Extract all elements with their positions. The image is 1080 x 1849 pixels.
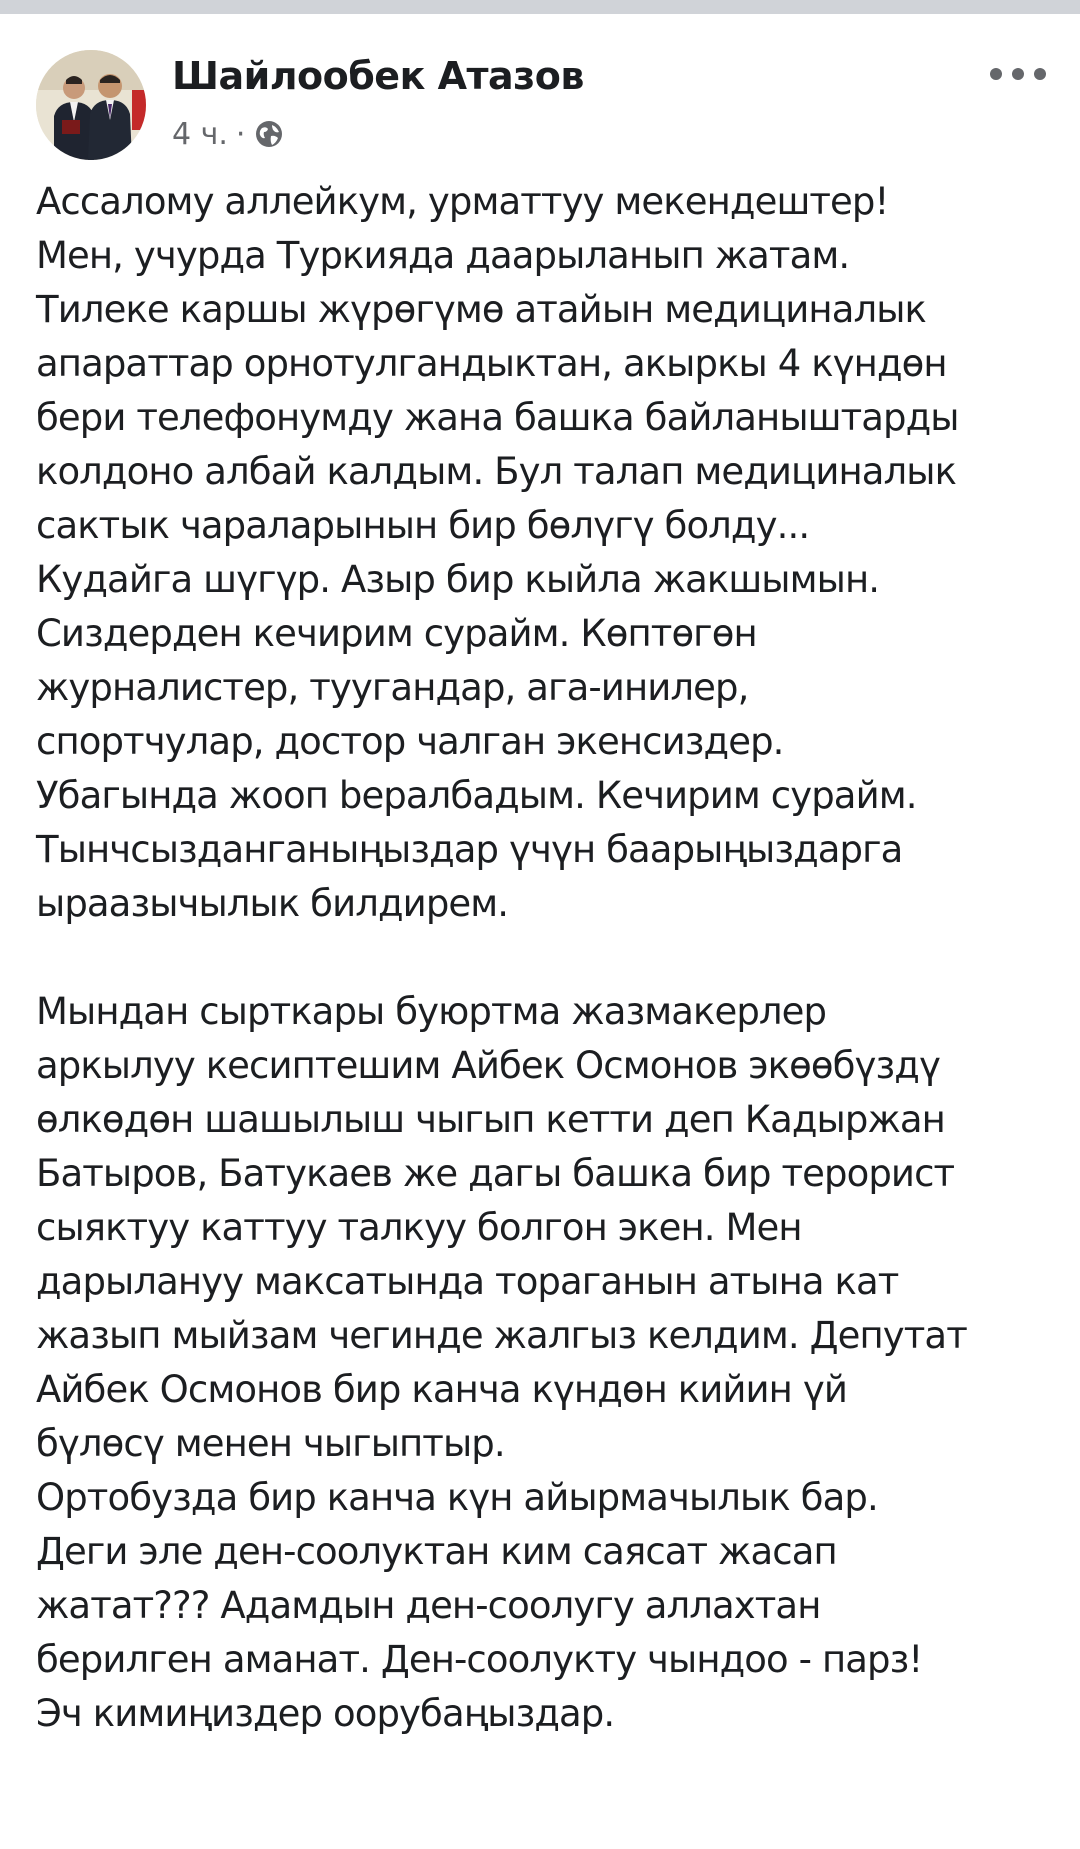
post-line: бери телефонумду жана башка байланыштарды (36, 396, 959, 439)
post-line: Сиздерден кечирим сурайм. Көптөгөн (36, 612, 757, 655)
post-line: журналистер, туугандар, ага-инилер, (36, 666, 749, 709)
post-line: Мындан сырткары буюртма жазмакерлер (36, 990, 827, 1033)
post-line: Батыров, Батукаев же дагы башка бир терорист (36, 1152, 955, 1195)
post-line: Тилеке каршы жүрөгүмө атайын медициналык (36, 288, 926, 331)
post-line: жатат??? Адамдын ден-соолугу аллахтан (36, 1584, 821, 1627)
post-body (36, 175, 1046, 1741)
post-line: Ортобузда бир канча күн айырмачылык бар. (36, 1476, 878, 1519)
post-line: Убагында жооп beралбадым. Кечирим сурайм. (36, 774, 917, 817)
meta-separator: · (235, 116, 246, 152)
post-line: дарылануу максатында тораганын атына кат (36, 1260, 899, 1303)
post-line: апараттар орнотулгандыктан, акыркы 4 күндөн (36, 342, 947, 385)
post-line: жазып мыйзам чегинде жалгыз келдим. Депутат (36, 1314, 967, 1357)
post-line: Айбек Осмонов бир канча күндөн кийин үй (36, 1368, 847, 1411)
post-line: Мен, учурда Туркияда даарыланып жатам. (36, 234, 850, 277)
post-line: бүлөсү менен чыгыптыр. (36, 1422, 505, 1465)
post-paragraph-1 (36, 175, 1046, 931)
post-header (36, 50, 1046, 160)
globe-icon (253, 118, 285, 150)
post-paragraph-2 (36, 985, 1046, 1741)
post-line: Кудайга шүгүр. Азыр бир кыйла жакшымын. (36, 558, 880, 601)
post-line: берилген аманат. Ден-соолукту чындоо - парз! (36, 1638, 923, 1681)
post-line: Деги эле ден-соолуктан ким саясат жасап (36, 1530, 837, 1573)
more-horiz-icon (990, 68, 1002, 80)
top-divider (0, 0, 1080, 14)
post-line: Тынчсызданганыңыздар үчүн баарыңыздарга (36, 828, 903, 871)
post-line: Ассалому аллейкум, урматтуу мекендештер! (36, 180, 889, 223)
post-line: өлкөдөн шашылыш чыгып кетти деп Кадыржан (36, 1098, 945, 1141)
post-line: колдоно албай калдым. Бул талап медициналык (36, 450, 957, 493)
more-options-button[interactable] (990, 56, 1046, 92)
author-name[interactable]: Шайлообек Атазов (172, 54, 584, 98)
post-line: Эч кимиңиздер оорубаңыздар. (36, 1692, 615, 1735)
post-line: ыраазычылык билдирем. (36, 882, 509, 925)
post-time[interactable]: 4 ч. (172, 116, 228, 152)
post-meta (172, 114, 285, 154)
post-line: спортчулар, достор чалган экенсиздер. (36, 720, 784, 763)
post-line: сыяктуу каттуу талкуу болгон экен. Мен (36, 1206, 802, 1249)
author-avatar[interactable] (36, 50, 146, 160)
post-line: сактык чараларынын бир бөлүгү болду... (36, 504, 810, 547)
post-line: аркылуу кесиптешим Айбек Осмонов экөөбүздү (36, 1044, 940, 1087)
